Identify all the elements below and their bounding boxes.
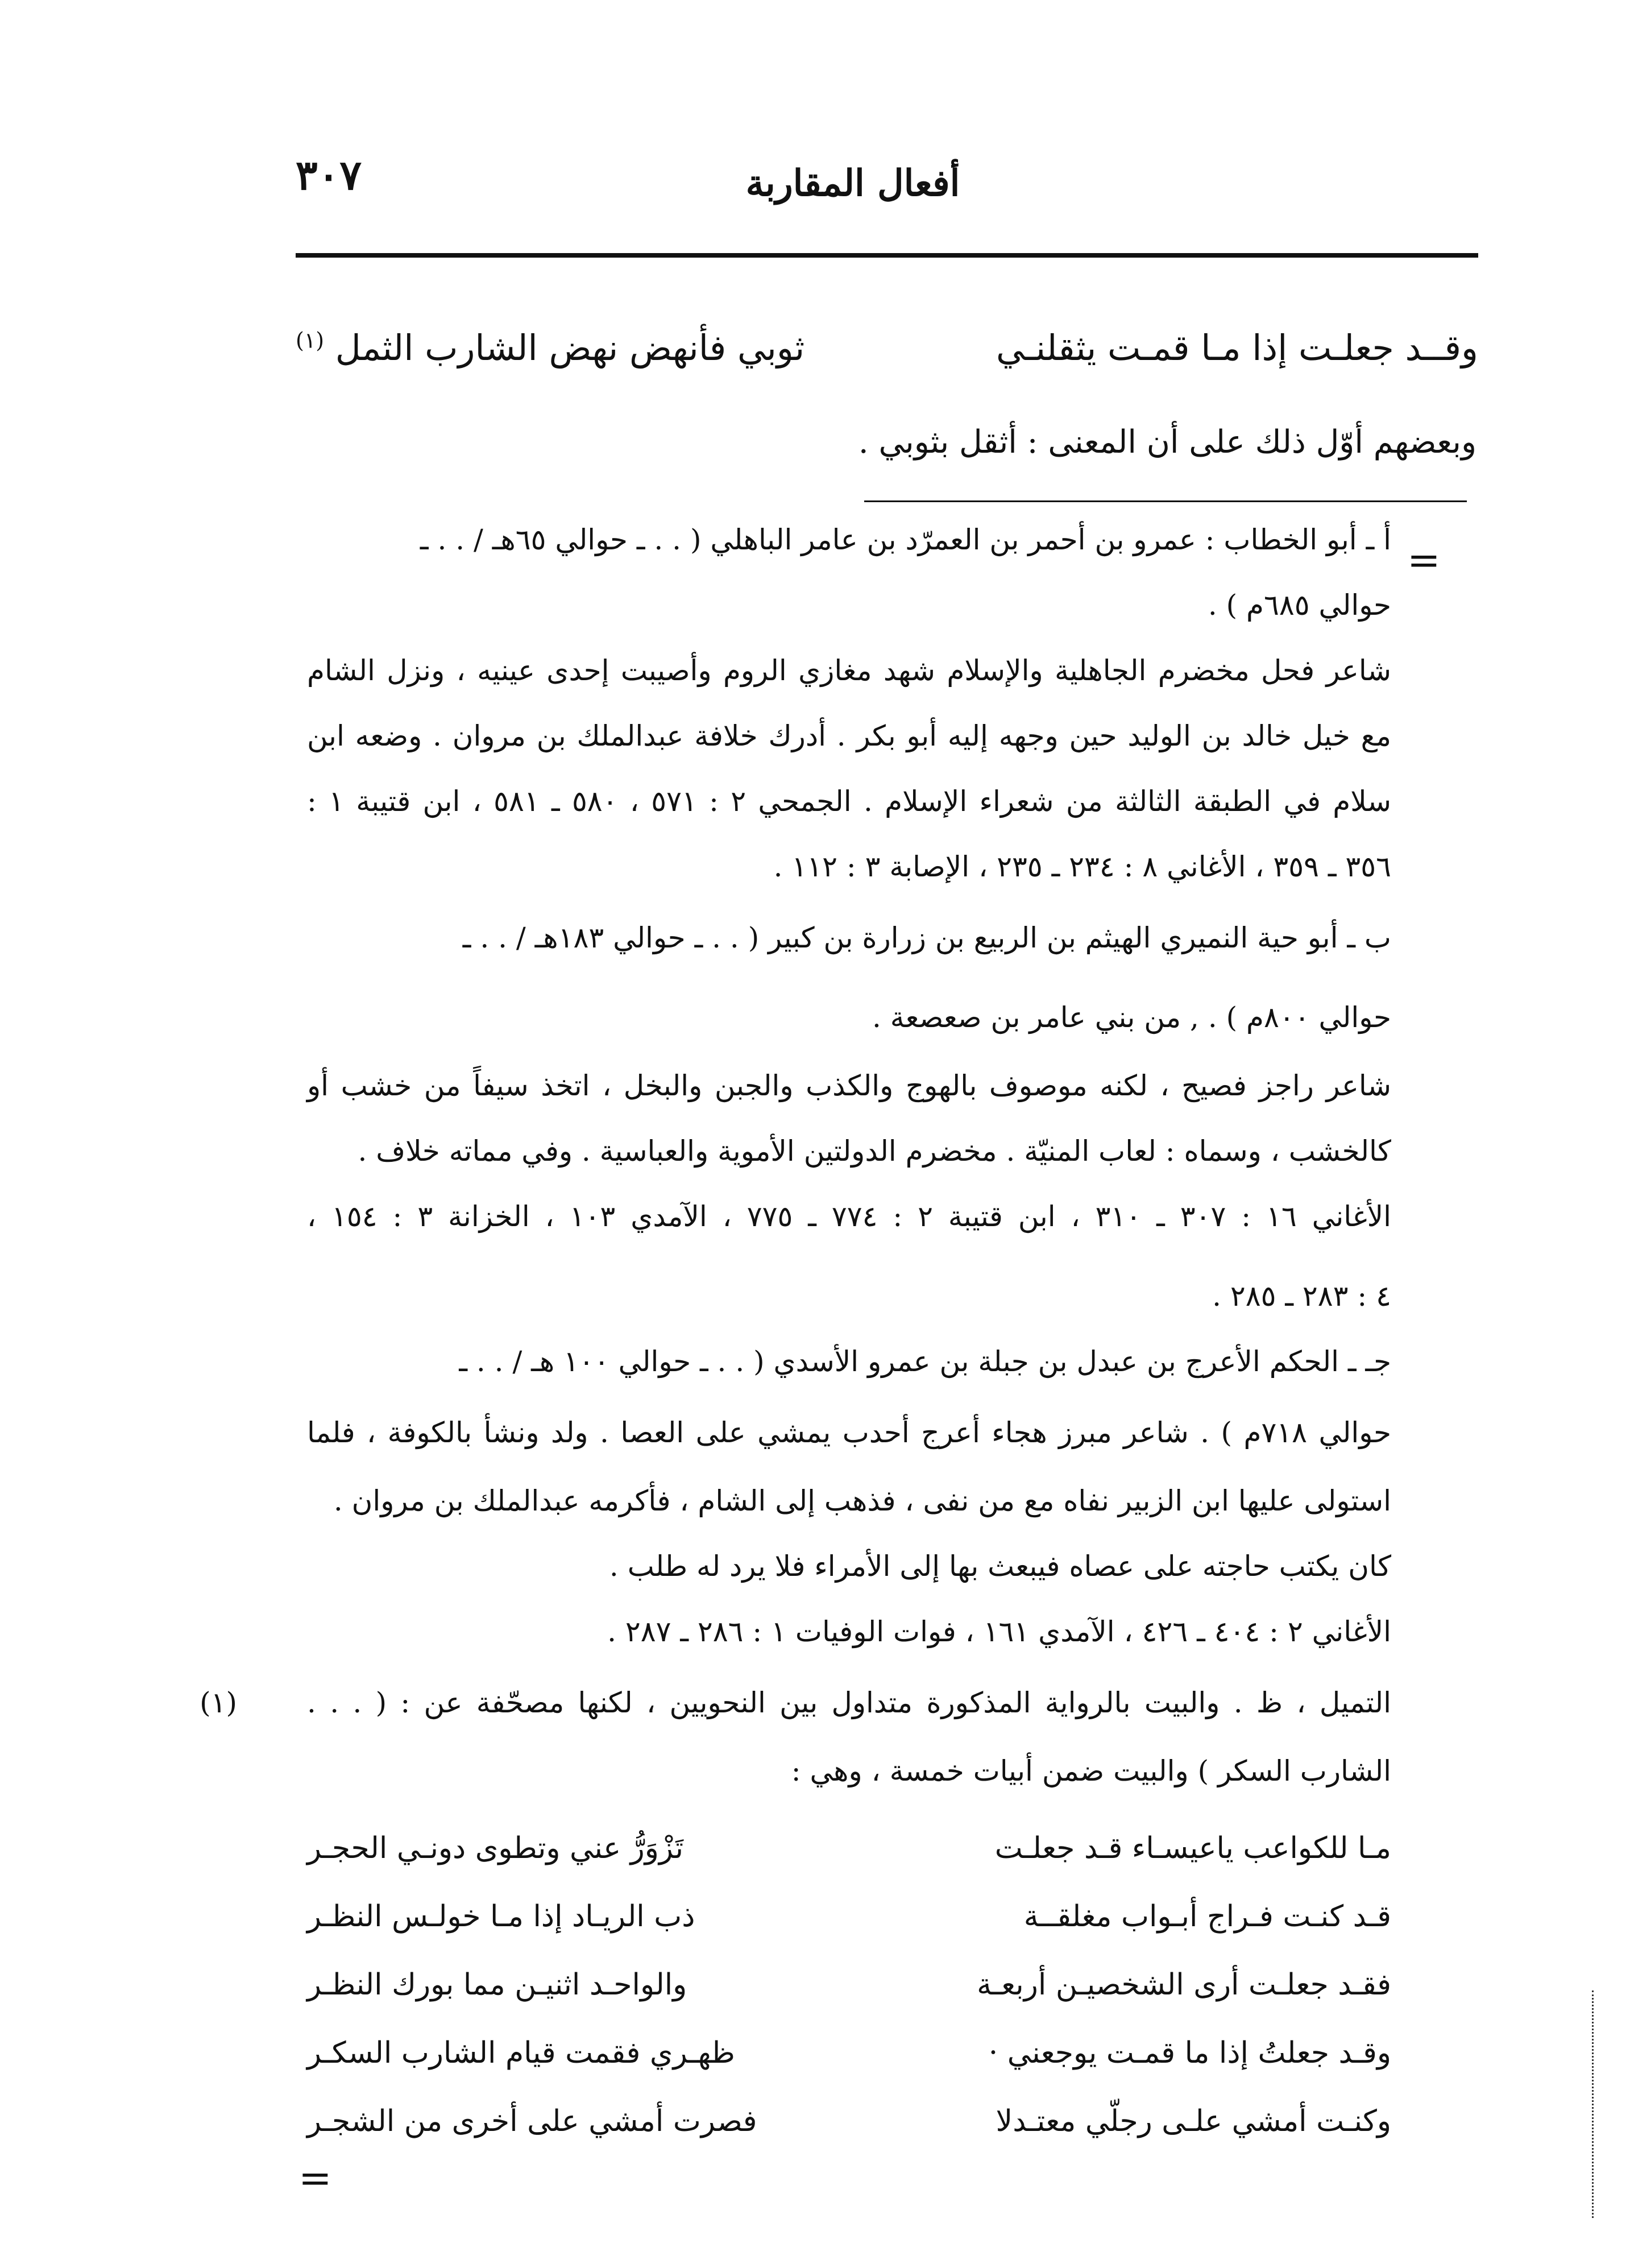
page-title: أفعال المقاربة [745,162,960,205]
poem-first-hemistich: قـد كنـت فـراج أبـواب مغلقــة [1023,1899,1391,1934]
poem-first-hemistich: وكنـت أمشي علـى رجلّي معتـدلا [996,2104,1391,2138]
bio-line: شاعر فحل مخضرم الجاهلية والإسلام شهد مغازي الروم وأصيبت إحدى عينيه ، ونزل الشام [307,654,1391,687]
main-note: وبعضهم أوّل ذلك على أن المعنى : أثقل بثوبي . [858,424,1476,461]
verse-first-hemistich: وقــد جعلـت إذا مـا قمـت يثقلنـي [996,327,1478,369]
bio-line: الأغاني ٢ : ٤٠٤ ـ ٤٢٦ ، الآمدي ١٦١ ، فوات الوفيات ١ : ٢٨٦ ـ ٢٨٧ . [607,1615,1391,1648]
header-rule [296,253,1478,258]
page-number: ٣٠٧ [296,151,362,199]
bio-line: الأغاني ١٦ : ٣٠٧ ـ ٣١٠ ، ابن قتيبة ٢ : ٧٧٤ ـ ٧٧٥ ، الآمدي ١٠٣ ، الخزانة ٣ : ١٥٤ ، [307,1200,1392,1233]
footnote-line: الشارب السكر ) والبيت ضمن أبيات خمسة ، وهي : [791,1754,1391,1787]
poem-second-hemistich: والواحـد اثنيـن مما بورك النظـر [307,1968,687,2002]
bio-line: أ ـ أبو الخطاب : عمرو بن أحمر بن العمرّد بن عامر الباهلي ( . . ـ حوالي ٦٥هـ / . . ـ [420,523,1391,556]
footnote-line: التميل ، ظ . والبيت بالرواية المذكورة متداول بين النحويين ، لكنها مصحّفة عن : ( . . . [307,1686,1391,1719]
poem-verse [307,1899,1391,1956]
bio-line: استولى عليها ابن الزبير نفاه مع من نفى ، فذهب إلى الشام ، فأكرمه عبدالملك بن مروان . [333,1484,1391,1517]
verse-second-hemistich [296,327,804,369]
verse-second-hemistich-text: ثوبي فأنهض نهض الشارب الثمل [335,327,805,369]
poem-second-hemistich: ذب الريـاد إذا مـا خولـس النظـر [307,1899,695,1934]
bio-line: حوالي ٦٨٥م ) . [1208,589,1391,622]
bio-line: شاعر راجز فصيح ، لكنه موصوف بالهوج والكذب والجبن والبخل ، اتخذ سيفاً من خشب أو [307,1069,1391,1102]
bio-line: سلام في الطبقة الثالثة من شعراء الإسلام . الجمحي ٢ : ٥٧١ ، ٥٨٠ ـ ٥٨١ ، ابن قتيبة ١ : [307,785,1391,818]
poem-first-hemistich: مـا للكواعب ياعيسـاء قـد جعلـت [994,1831,1391,1865]
poem-verse [307,1831,1391,1888]
bio-line: حوالي ٨٠٠م ) . , من بني عامر بن صعصعة . [872,1001,1391,1034]
bio-line: حوالي ٧١٨م ) . شاعر مبرز هجاء أعرج أحدب يمشي على العصا . ولد ونشأ بالكوفة ، فلما [307,1416,1392,1449]
bio-line: جـ ـ الحكم الأعرج بن عبدل بن جبلة بن عمرو الأسدي ( . . ـ حوالي ١٠٠ هـ / . . ـ [459,1345,1391,1378]
section-rule [864,500,1467,502]
poem-first-hemistich: وقـد جعلتُ إذا ما قمـت يوجعني · [988,2036,1391,2070]
bio-line: كان يكتب حاجته على عصاه فيبعث بها إلى الأمراء فلا يرد له طلب . [609,1550,1391,1583]
footnote-number: (١) [200,1686,237,1719]
main-verse [296,327,1478,384]
margin-scratch [1592,1990,1599,2218]
bio-line: مع خيل خالد بن الوليد حين وجهه إليه أبو بكر . أدرك خلافة عبدالملك بن مروان . وضعه ابن [307,719,1391,752]
poem-verse [307,2104,1391,2161]
footnote-reference: (١) [296,328,325,353]
poem-second-hemistich: ظهـري فقمت قيام الشارب السكـر [307,2036,735,2070]
bio-line: ٣٥٦ ـ ٣٥٩ ، الأغاني ٨ : ٢٣٤ ـ ٢٣٥ ، الإصابة ٣ : ١١٢ . [773,850,1391,883]
poem-verse [307,1968,1391,2025]
equals-mark-icon: = [1407,537,1441,583]
bio-line: ب ـ أبو حية النميري الهيثم بن الربيع بن زرارة بن كبير ( . . ـ حوالي ١٨٣هـ / . . ـ [462,921,1391,954]
bio-line: كالخشب ، وسماه : لعاب المنيّة . مخضرم الدولتين الأموية والعباسية . وفي مماته خلاف . [358,1135,1391,1168]
bio-line: ٤ : ٢٨٣ ـ ٢٨٥ . [1212,1280,1391,1313]
equals-mark-icon: = [298,2155,332,2201]
poem-verse [307,2036,1391,2093]
poem-first-hemistich: فقـد جعلـت أرى الشخصيـن أربعـة [977,1968,1391,2002]
poem-second-hemistich: فصرت أمشي على أخرى من الشجـر [307,2104,757,2138]
poem-second-hemistich: تَزْوَرُّ عني وتطوى دونـي الحجـر [307,1831,684,1865]
